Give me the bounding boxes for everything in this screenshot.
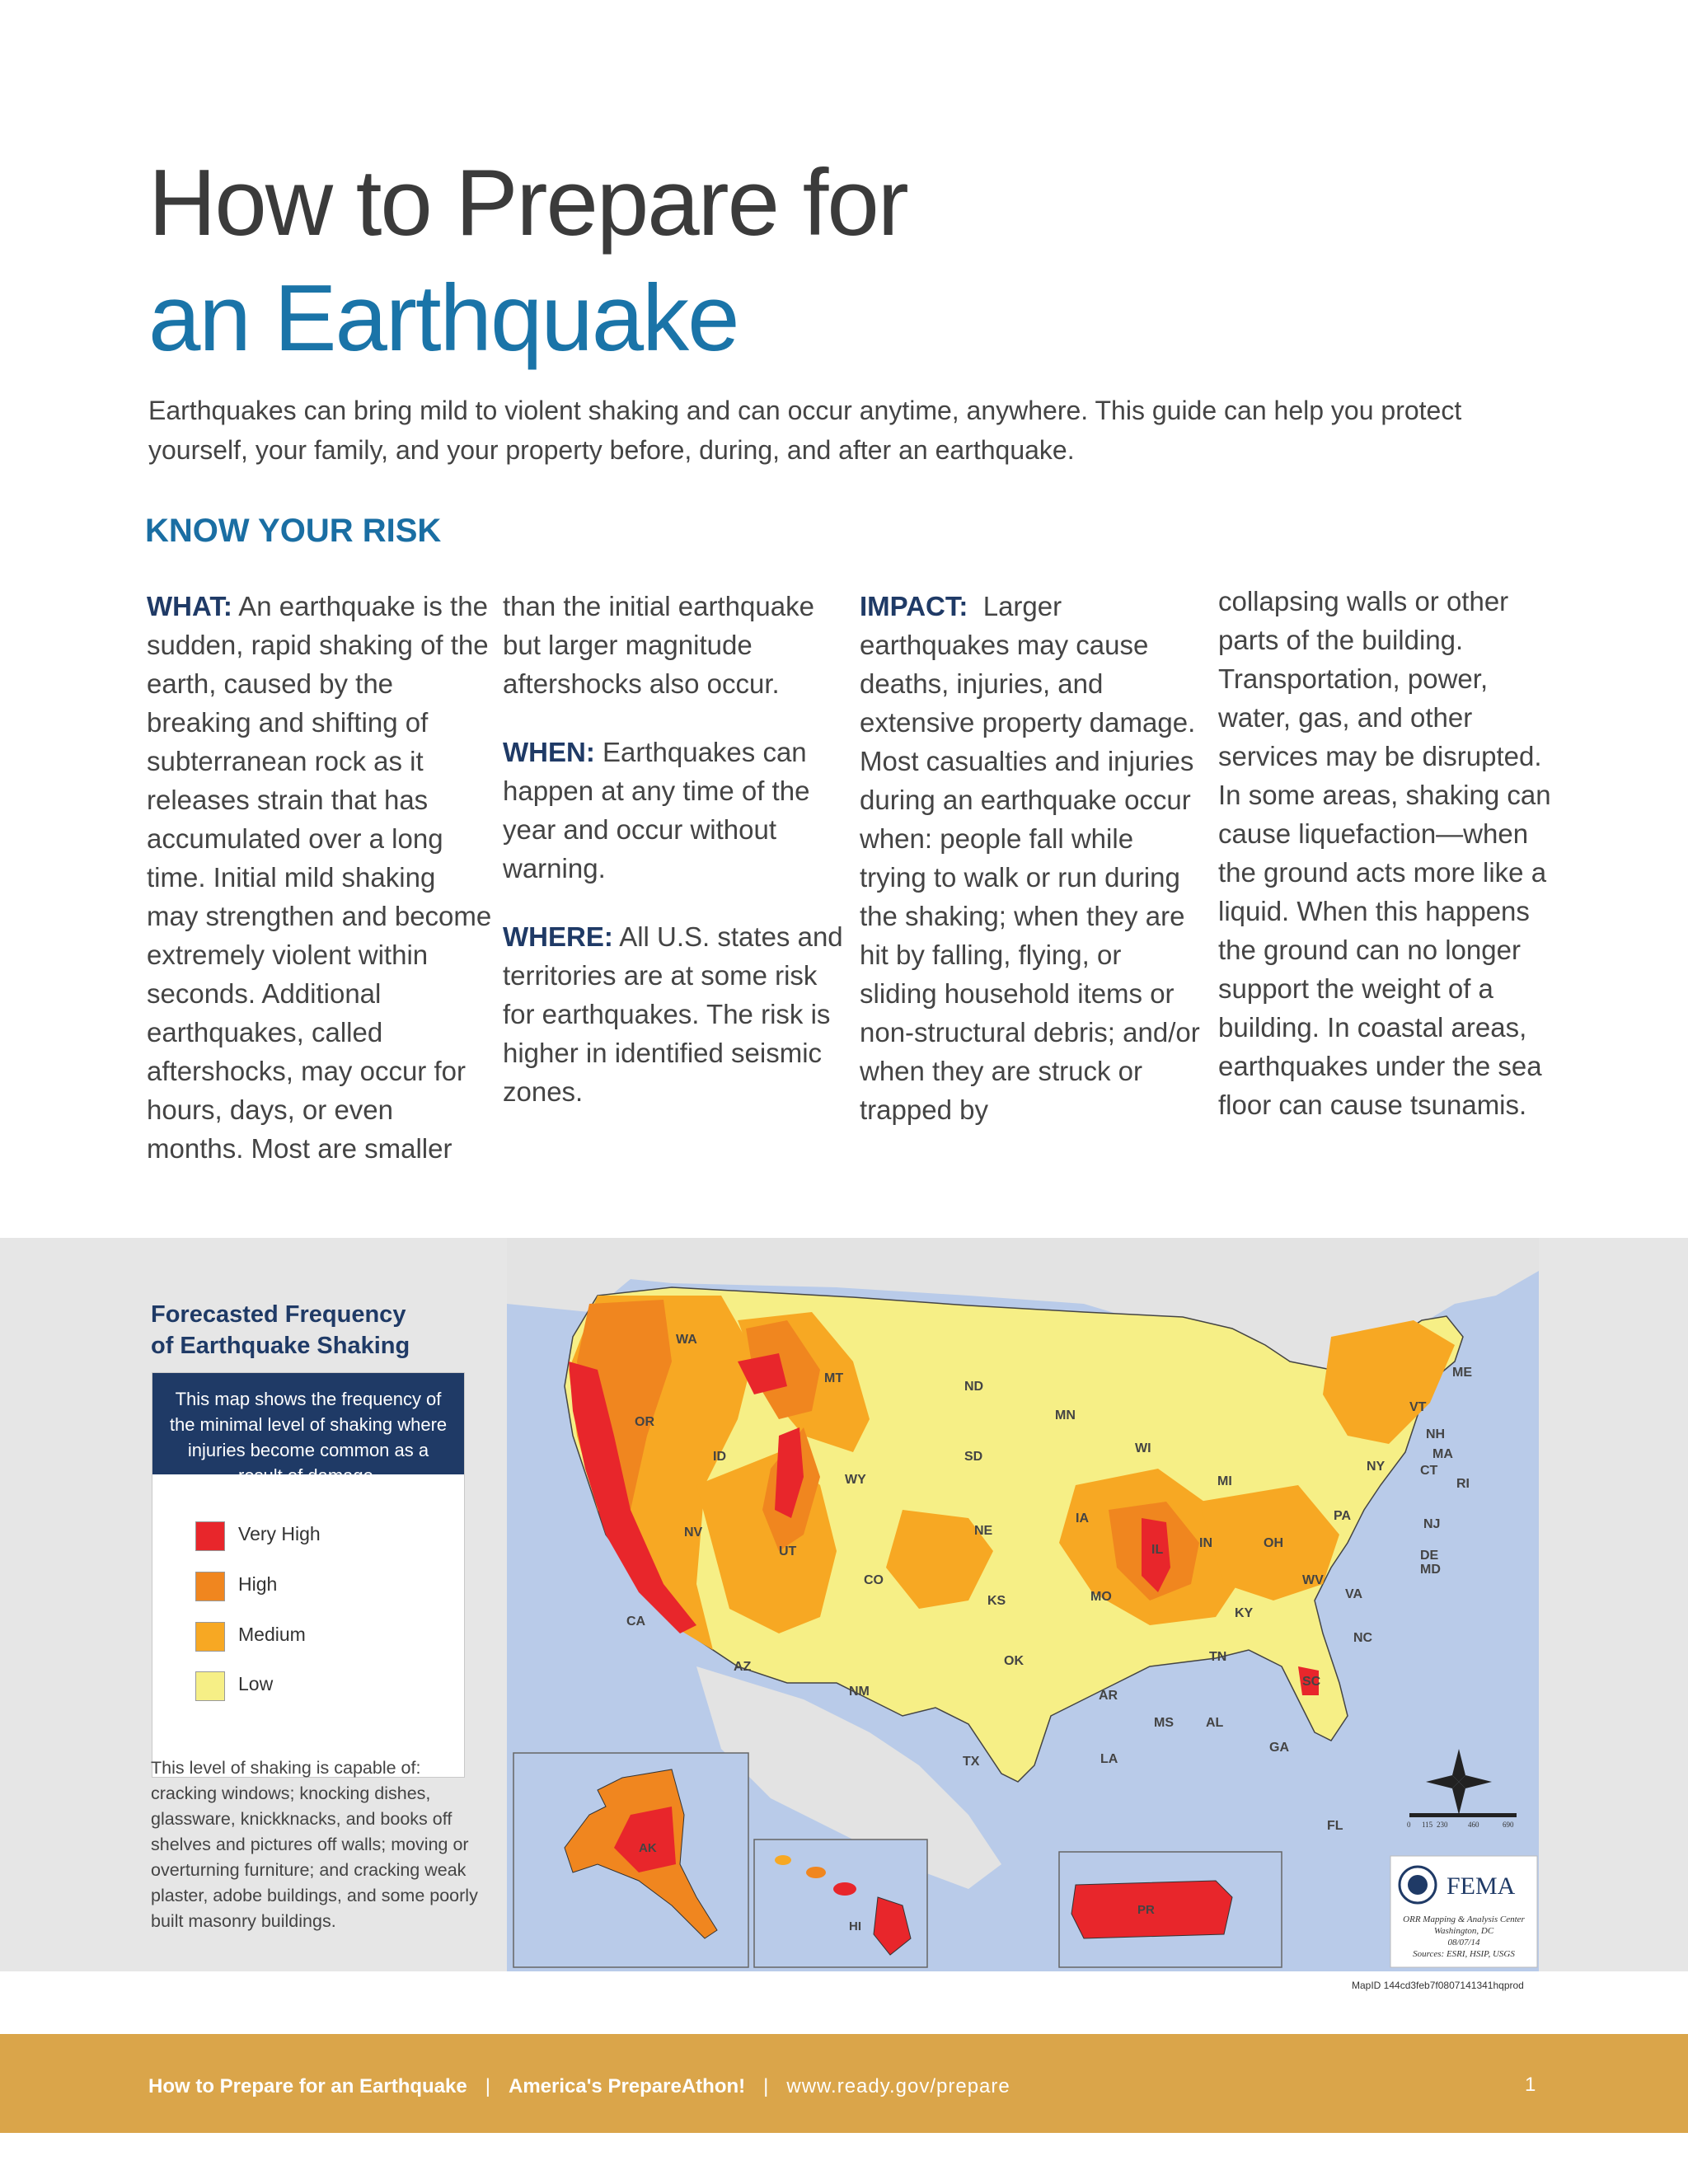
state-label-wi: WI	[1135, 1441, 1151, 1455]
state-label-fl: FL	[1327, 1819, 1343, 1833]
state-label-vt: VT	[1409, 1400, 1427, 1414]
what-text: An earthquake is the sudden, rapid shaking of the earth, caused by the breaking and shifting of subterranean rock as it releases strain that has accumulated over a long time. Initial mild shaking may strengthen and become extremely violent within seconds. Additional earthquakes, called aftershocks, may occur for hours, days, or even months. Most are smaller	[147, 591, 492, 1164]
state-label-ia: IA	[1076, 1511, 1089, 1526]
shaking-note: This level of shaking is capable of: cracking windows; knocking dishes, glassware, knickknacks, and books off shelves and pictures off walls; moving or overturning furniture; and cracking weak plaster, adobe buildings, and some poorly built masonry buildings.	[151, 1758, 478, 1931]
hawaii-oahu	[806, 1867, 826, 1878]
state-label-al: AL	[1206, 1716, 1224, 1730]
column-2	[503, 587, 849, 1141]
state-label-ca: CA	[626, 1615, 646, 1629]
footer-text	[148, 2075, 1010, 2098]
state-label-sc: SC	[1302, 1675, 1321, 1689]
state-label-me: ME	[1452, 1366, 1472, 1380]
what-text-cont: than the initial earthquake but larger magnitude aftershocks also occur.	[503, 591, 814, 699]
footer-separator: |	[763, 2075, 769, 2097]
legend-label: Low	[238, 1673, 274, 1694]
state-label-ky: KY	[1235, 1606, 1254, 1620]
legend-label: Very High	[238, 1523, 321, 1544]
state-label-nd: ND	[964, 1380, 984, 1394]
when-text: Earthquakes can happen at any time of the year and occur without warning.	[503, 737, 810, 883]
legend-description: This map shows the frequency of the minimal level of shaking where injuries become common as a result of damage.	[152, 1373, 464, 1474]
legend-label: High	[238, 1573, 278, 1595]
credit-line-1: ORR Mapping & Analysis Center	[1403, 1915, 1525, 1924]
state-label-ms: MS	[1154, 1716, 1174, 1730]
map-id: MapID 144cd3feb7f0807141341hqprod	[1352, 1980, 1524, 1991]
map-legend	[152, 1372, 465, 1778]
state-label-mo: MO	[1090, 1590, 1112, 1604]
credit-line-3: 08/07/14	[1447, 1938, 1480, 1947]
column-1	[147, 587, 493, 1197]
legend-title	[151, 1299, 481, 1361]
state-label-or: OR	[635, 1415, 654, 1429]
scale-label-115: 115	[1422, 1821, 1433, 1829]
state-label-oh: OH	[1264, 1536, 1283, 1550]
state-label-mt: MT	[824, 1371, 844, 1385]
where-text: All U.S. states and territories are at some risk for earthquakes. The risk is higher in identified seismic zones.	[503, 921, 843, 1107]
state-label-ga: GA	[1269, 1741, 1289, 1755]
scale-label-230: 230	[1437, 1821, 1448, 1829]
earthquake-map	[507, 1238, 1539, 1971]
scale-label-460: 460	[1468, 1821, 1479, 1829]
state-label-az: AZ	[734, 1660, 752, 1674]
earthquake-map-svg	[507, 1238, 1539, 1971]
state-label-ak: AK	[639, 1841, 657, 1855]
state-label-ma: MA	[1432, 1447, 1453, 1461]
fema-logo-text: FEMA	[1447, 1872, 1516, 1900]
state-label-wa: WA	[676, 1333, 697, 1347]
where-label: WHERE:	[503, 921, 613, 952]
state-label-ne: NE	[974, 1524, 993, 1538]
column-3	[860, 587, 1206, 1159]
state-label-nj: NJ	[1423, 1517, 1441, 1531]
legend-title-line1: Forecasted Frequency	[151, 1301, 406, 1328]
state-label-nm: NM	[849, 1685, 870, 1699]
legend-title-line2: of Earthquake Shaking	[151, 1333, 410, 1359]
intro-paragraph: Earthquakes can bring mild to violent shaking and can occur anytime, anywhere. This guide can help you protect yourself, your family, and your property before, during, and after an earthquake.	[148, 396, 1462, 465]
footer-campaign: America's PrepareAthon!	[509, 2075, 746, 2097]
legend-swatch	[195, 1521, 225, 1551]
state-label-in: IN	[1199, 1536, 1212, 1550]
state-label-nh: NH	[1426, 1427, 1446, 1441]
state-label-ri: RI	[1456, 1477, 1470, 1491]
state-label-id: ID	[713, 1450, 726, 1464]
state-label-ut: UT	[779, 1544, 797, 1558]
state-label-de: DE	[1420, 1549, 1439, 1563]
impact-text-cont: collapsing walls or other parts of the building. Transportation, power, water, gas, and other services may be disrupted. In some areas, shaking can cause liquefaction—when the ground acts more like a liquid. When this happens the ground can no longer support the weight of a building. In coastal areas, earthquakes under the sea floor can cause tsunamis.	[1218, 586, 1551, 1120]
state-label-va: VA	[1345, 1587, 1363, 1601]
state-label-ks: KS	[987, 1594, 1006, 1608]
scale-label-0: 0	[1407, 1821, 1411, 1829]
state-label-wy: WY	[845, 1473, 866, 1487]
footer-url[interactable]: www.ready.gov/prepare	[786, 2075, 1010, 2097]
state-label-nv: NV	[684, 1526, 703, 1540]
hawaii-kauai	[775, 1855, 791, 1865]
page-number: 1	[1525, 2074, 1536, 2096]
state-label-sd: SD	[964, 1450, 983, 1464]
column-4	[1218, 582, 1564, 1154]
state-label-co: CO	[864, 1573, 884, 1587]
state-label-pa: PA	[1334, 1509, 1352, 1523]
page-title-line2: an Earthquake	[148, 266, 738, 371]
state-label-tn: TN	[1209, 1650, 1227, 1664]
state-label-wv: WV	[1302, 1573, 1324, 1587]
footer-title: How to Prepare for an Earthquake	[148, 2075, 467, 2097]
hawaii-maui	[833, 1882, 856, 1896]
impact-label: IMPACT:	[860, 591, 968, 621]
state-label-mn: MN	[1055, 1408, 1076, 1422]
impact-text: Larger earthquakes may cause deaths, injuries, and extensive property damage. Most casualties and injuries during an earthquake occur when: people fall while trying to walk or run during the shaking; when they are hit by falling, flying, or sliding household items or non-structural debris; and/or when they are struck or trapped by	[860, 591, 1200, 1125]
state-label-la: LA	[1100, 1752, 1118, 1766]
dhs-seal-center	[1408, 1875, 1428, 1895]
state-label-nc: NC	[1353, 1631, 1373, 1645]
legend-label: Medium	[238, 1624, 306, 1645]
state-label-ct: CT	[1420, 1464, 1438, 1478]
section-heading: KNOW YOUR RISK	[145, 513, 442, 549]
when-label: WHEN:	[503, 737, 595, 767]
state-label-ok: OK	[1004, 1654, 1024, 1668]
footer-separator: |	[485, 2075, 490, 2097]
state-label-tx: TX	[963, 1755, 980, 1769]
credit-line-2: Washington, DC	[1433, 1926, 1494, 1936]
what-label: WHAT:	[147, 591, 232, 621]
state-label-il: IL	[1151, 1543, 1164, 1557]
state-label-mi: MI	[1217, 1474, 1232, 1488]
state-label-pr: PR	[1137, 1903, 1155, 1917]
state-label-ny: NY	[1367, 1460, 1386, 1474]
legend-swatch	[195, 1572, 225, 1601]
scale-label-690: 690	[1503, 1821, 1514, 1829]
state-label-ar: AR	[1099, 1689, 1118, 1703]
credit-line-4: Sources: ESRI, HSIP, USGS	[1413, 1949, 1515, 1959]
state-label-md: MD	[1420, 1563, 1441, 1577]
legend-swatch	[195, 1622, 225, 1652]
legend-swatch	[195, 1671, 225, 1701]
page-title-line1: How to Prepare for	[148, 151, 907, 255]
state-label-hi: HI	[849, 1919, 861, 1933]
